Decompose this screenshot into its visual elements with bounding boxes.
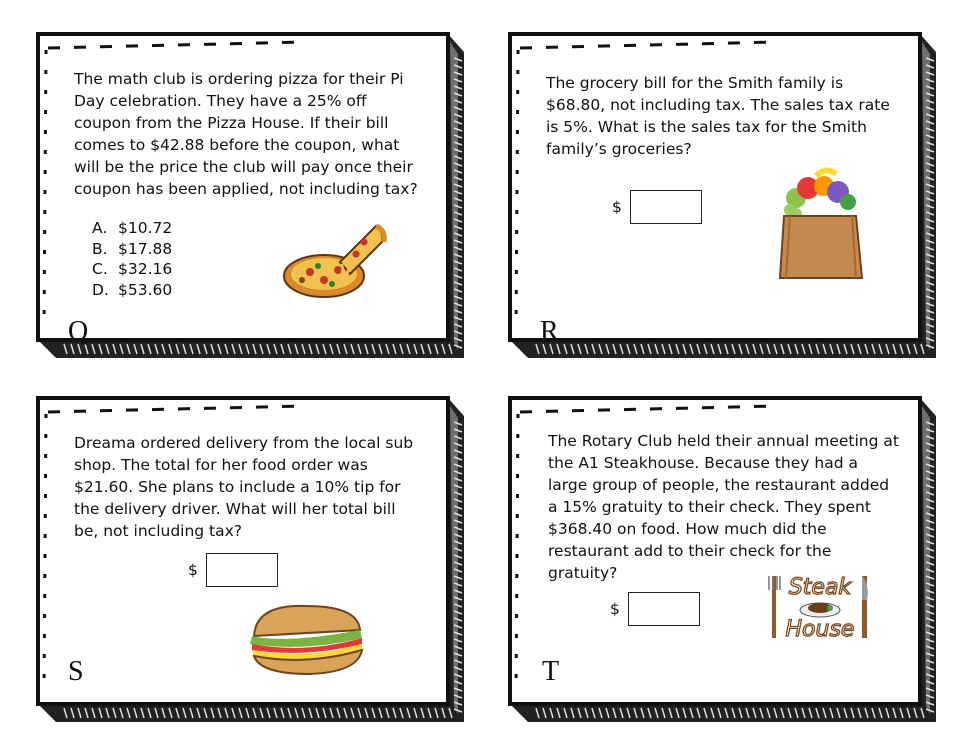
answer-field [188,553,278,587]
dollar-sign: $ [610,600,620,618]
answer-box[interactable] [630,190,702,224]
card-letter: S [68,656,84,687]
logo-text-steak: Steak [788,575,852,600]
answer-choices [92,218,172,300]
card-letter: R [540,316,559,347]
choice-c[interactable]: C. $32.16 [92,260,173,278]
answer-field [612,190,702,224]
question-text: The grocery bill for the Smith family is $68.80, not including tax. The sales tax rate is 5%. What is the sales tax for the Smith family’s groceries? [546,74,890,158]
answer-box[interactable] [206,553,278,587]
pizza-icon [280,220,390,302]
logo-text-house: House [785,617,855,642]
choice-a[interactable]: A. $10.72 [92,219,173,237]
steak-house-logo [768,570,872,646]
question-text: Dreama ordered delivery from the local sub shop. The total for her food order was $21.60. She plans to include a 10% tip for the delivery driver. What will her total bill be, not including tax? [74,434,414,540]
question-text: The Rotary Club held their annual meeting at the A1 Steakhouse. Because they had a large group of people, the restaurant added a 15% gratuity to their check. They spent $368.40 on food. How much did the restaurant add to their check for the gratuity? [548,432,899,582]
sub-sandwich-icon [246,596,366,678]
task-card-q [34,28,468,362]
question-text: The math club is ordering pizza for their Pi Day celebration. They have a 25% off coupon from the Pizza House. If their bill comes to $42.88 before the coupon, what will be the price the club will pay once their coupon has been applied, not including tax? [74,70,418,198]
task-card-t [506,392,940,726]
answer-field [610,592,700,626]
card-letter: T [542,656,560,687]
grocery-bag-icon [776,166,866,280]
dollar-sign: $ [188,561,198,579]
choice-d[interactable]: D. $53.60 [92,280,173,299]
choice-b[interactable]: B. $17.88 [92,239,173,258]
answer-box[interactable] [628,592,700,626]
dollar-sign: $ [612,198,622,216]
task-card-r [506,28,940,362]
card-letter: Q [68,316,89,347]
task-card-s [34,392,468,726]
